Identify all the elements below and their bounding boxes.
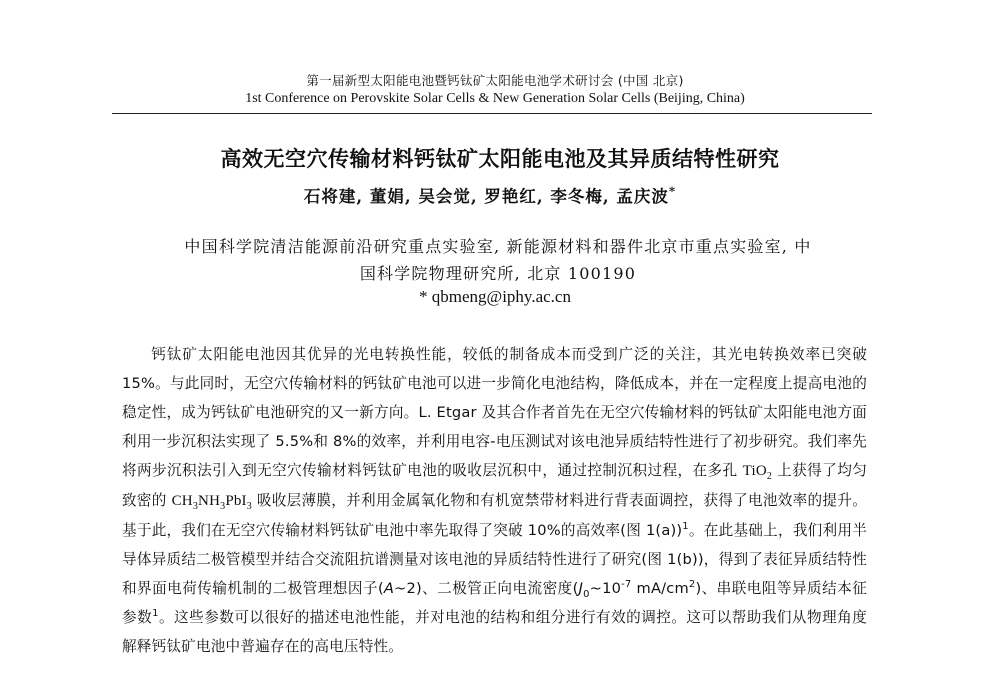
corresponding-author-mark: *	[668, 184, 677, 199]
affiliation	[108, 233, 888, 287]
affiliation-line-1: 中国科学院清洁能源前沿研究重点实验室, 新能源材料和器件北京市重点实验室, 中	[184, 237, 812, 256]
current-density-symbol: J	[578, 580, 584, 597]
running-header	[215, 72, 775, 108]
ideality-factor-symbol: A	[383, 580, 395, 597]
abstract-text: 上获得了均匀致密的	[122, 462, 867, 509]
tio2-formula: TiO$_2$	[742, 463, 773, 482]
running-header-english: 1st Conference on Perovskite Solar Cells & New Generation Solar Cells (Beijing, China)	[245, 91, 745, 106]
abstract-text: ~2)、二极管正向电流密度(	[394, 580, 579, 597]
reference-marker: 1	[682, 521, 689, 533]
reference-marker: 1	[152, 608, 159, 620]
abstract-paragraph: 钙钛矿太阳能电池因其优异的光电转换性能，较低的制备成本而受到广泛的关注，其光电转换效率已突破 15%。与此同时，无空穴传输材料的钙钛矿电池可以进一步简化电池结构，降低成本，并在一定程度上提高电池的稳定性，成为钙钛矿电池研究的又一新方向。L. Etgar 及其合作者首先在无空穴传输材料的钙钛矿太阳能电池方面利用一步沉积法实现了 5.5%和 8%的效率，并利用电容-电压测试对该电池异质结特性进行了初步研究。我们率先将两步沉积法引入到无空穴传输材料钙钛矿电池的吸收层沉积中，通过控制沉积过程，在多孔 TiO$_2$ 上获得了均匀致密的 $CH_3NH_3PbI_3$ 吸收层薄膜，并利用金属氧化物和有机宽禁带材料进行背表面调控，获得了电池效率的提升。基于此，我们在无空穴传输材料钙钛矿电池中率先取得了突破 10%的高效率(图 1(a))$^1$。在此基础上，我们利用半导体异质结二极管模型并结合交流阻抗谱测量对该电池的异质结特性进行了研究(图 1(b))，得到了表征异质结特性和界面电荷传输机制的二极管理想因子(A~2)、二极管正向电流密度($J_0\sim 10^{-7}$ $mA/cm^2$)、串联电阻等异质结本征参数$^1$。这些参数可以很好的描述电池性能，并对电池的结构和组分进行有效的调控。这可以帮助我们从物理角度解释钙钛矿电池中普遍存在的高电压特性。	[122, 346, 867, 655]
abstract-text: 。这些参数可以很好的描述电池性能，并对电池的结构和组分进行有效的调控。这可以帮助我们从物理角度解释钙钛矿电池中普遍存在的高电压特性。	[122, 609, 867, 655]
author-names: 石将建, 董娟, 吴会觉, 罗艳红, 李冬梅, 孟庆波	[303, 187, 669, 206]
abstract-text: 吸收层薄膜，并利用金属氧化物和有机宽禁带材料进行背表面调控，获得了电池效率的提升。基于此，我们在无空穴传输材料钙钛矿电池中率先取得了突破 10%的高效率(图 1(a))	[122, 492, 867, 539]
running-header-chinese: 第一届新型太阳能电池暨钙钛矿太阳能电池学术研讨会 (中国 北京)	[306, 73, 684, 88]
abstract-text: )、串联电阻等异质结本征参数	[122, 580, 867, 626]
corresponding-email: * qbmeng@iphy.ac.cn	[419, 287, 571, 306]
header-rule	[112, 113, 872, 114]
affiliation-line-2: 国科学院物理研究所, 北京 100190	[359, 264, 637, 283]
author-list	[100, 183, 880, 207]
paper-title: 高效无空穴传输材料钙钛矿太阳能电池及其异质结特性研究	[220, 147, 780, 171]
perovskite-formula: $CH_3NH_3PbI_3$	[171, 493, 252, 512]
abstract-text: 。在此基础上，我们利用半导体异质结二极管模型并结合交流阻抗谱测量对该电池的异质结特性进行了研究(图 1(b))，得到了表征异质结特性和界面电荷传输机制的二极管理想因子(	[122, 522, 867, 597]
abstract-text: ~10	[589, 580, 622, 597]
abstract-text: mA/cm	[631, 580, 689, 597]
abstract-text: 钙钛矿太阳能电池因其优异的光电转换性能，较低的制备成本而受到广泛的关注，其光电转换效率已突破 15%。与此同时，无空穴传输材料的钙钛矿电池可以进一步简化电池结构，降低成本，并在一定程度上提高电池的稳定性，成为钙钛矿电池研究的又一新方向。L. Etgar 及其合作者首先在无空穴传输材料的钙钛矿太阳能电池方面利用一步沉积法实现了 5.5%和 8%的效率，并利用电容-电压测试对该电池异质结特性进行了初步研究。我们率先将两步沉积法引入到无空穴传输材料钙钛矿电池的吸收层沉积中，通过控制沉积过程，在多孔	[122, 346, 867, 479]
